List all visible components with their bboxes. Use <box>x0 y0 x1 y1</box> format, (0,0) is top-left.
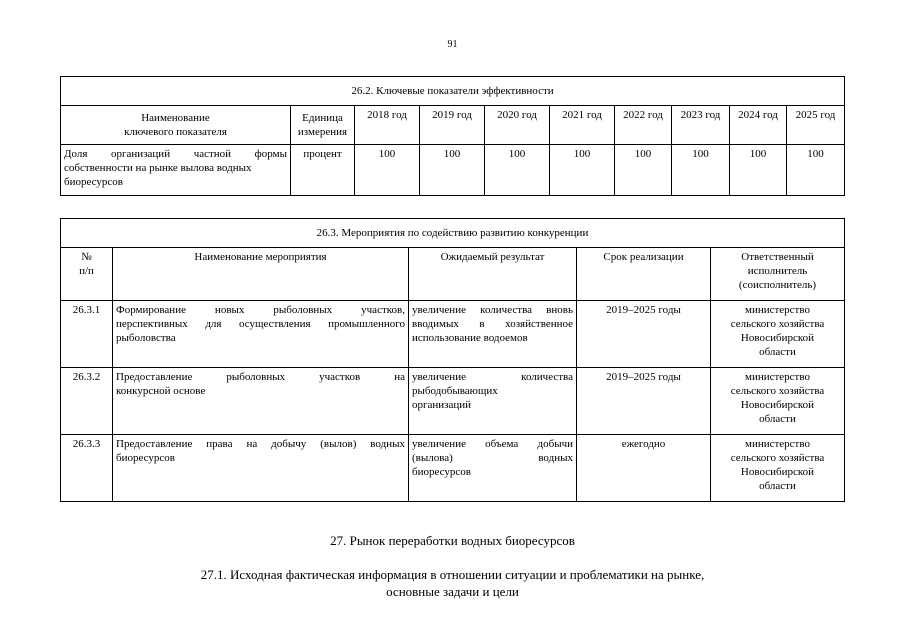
measure-result-line: увеличение количества <box>412 371 573 383</box>
header-term: Срок реализации <box>577 248 711 301</box>
measure-name <box>113 301 409 368</box>
measure-responsible-line: области <box>759 346 796 358</box>
header-responsible-line: Ответственный <box>741 251 814 263</box>
header-indicator-name-line: Наименование <box>141 112 210 124</box>
kpi-table <box>60 76 845 196</box>
header-measure-name: Наименование мероприятия <box>113 248 409 301</box>
measure-result <box>409 435 577 502</box>
measure-responsible-line: Новосибирской <box>740 466 815 478</box>
measure-row <box>61 301 845 368</box>
indicator-name-line: Доля организаций частной формы <box>64 148 287 160</box>
kpi-table-row <box>61 145 845 196</box>
header-number-line: п/п <box>79 265 94 277</box>
header-number <box>61 248 113 301</box>
indicator-name-line: собственности на рынке вылова водных <box>64 162 252 174</box>
measure-name-line: Предоставление права на добычу (вылов) водных <box>116 438 405 450</box>
header-year: 2025 год <box>787 106 845 145</box>
measures-table-caption: 26.3. Мероприятия по содействию развитию конкуренции <box>61 219 845 248</box>
header-indicator-name-line: ключевого показателя <box>124 126 227 138</box>
measure-term: 2019–2025 годы <box>577 368 711 435</box>
measure-name <box>113 435 409 502</box>
indicator-name-line: биоресурсов <box>64 176 123 188</box>
measure-result-line: (вылова) водных <box>412 452 573 464</box>
measure-result <box>409 368 577 435</box>
header-year: 2021 год <box>550 106 615 145</box>
measure-number: 26.3.3 <box>61 435 113 502</box>
indicator-unit: процент <box>291 145 355 196</box>
subsection-heading-line: основные задачи и цели <box>386 584 519 599</box>
measure-result-line: использование водоемов <box>412 332 528 344</box>
measure-name-line: биоресурсов <box>116 452 175 464</box>
measure-responsible-line: сельского хозяйства <box>730 318 825 330</box>
measure-result-line: вводимых в хозяйственное <box>412 318 573 330</box>
indicator-value: 100 <box>730 145 787 196</box>
header-responsible-line: (соисполнитель) <box>738 279 817 291</box>
header-year: 2020 год <box>485 106 550 145</box>
measure-responsible <box>711 301 845 368</box>
header-year: 2024 год <box>730 106 787 145</box>
measure-responsible-line: министерство <box>744 438 810 450</box>
measure-number: 26.3.1 <box>61 301 113 368</box>
header-year: 2023 год <box>672 106 730 145</box>
header-year: 2019 год <box>420 106 485 145</box>
measure-number: 26.3.2 <box>61 368 113 435</box>
measures-table-header-row <box>61 248 845 301</box>
measure-row <box>61 368 845 435</box>
indicator-value: 100 <box>485 145 550 196</box>
subsection-heading <box>0 566 905 600</box>
measure-result-line: биоресурсов <box>412 466 471 478</box>
measure-name-line: рыболовства <box>116 332 176 344</box>
measure-responsible-line: сельского хозяйства <box>730 385 825 397</box>
measure-name-line: конкурсной основе <box>116 385 206 397</box>
measure-responsible-line: Новосибирской <box>740 332 815 344</box>
indicator-value: 100 <box>420 145 485 196</box>
measure-name-line: Предоставление рыболовных участков на <box>116 371 405 383</box>
header-number-line: № <box>81 251 92 263</box>
indicator-name <box>61 145 291 196</box>
kpi-table-caption: 26.2. Ключевые показатели эффективности <box>61 77 845 106</box>
measure-result <box>409 301 577 368</box>
measure-result-line: увеличение объема добычи <box>412 438 573 450</box>
measure-responsible-line: министерство <box>744 371 810 383</box>
section-heading: 27. Рынок переработки водных биоресурсов <box>330 533 575 548</box>
header-unit <box>291 106 355 145</box>
measure-responsible-line: министерство <box>744 304 810 316</box>
measure-responsible-line: Новосибирской <box>740 399 815 411</box>
measure-responsible <box>711 435 845 502</box>
measure-term: ежегодно <box>577 435 711 502</box>
measures-table <box>60 218 845 502</box>
header-expected-result: Ожидаемый результат <box>409 248 577 301</box>
subsection-heading-line: 27.1. Исходная фактическая информация в отношении ситуации и проблематики на рынке, <box>200 567 705 582</box>
indicator-value: 100 <box>550 145 615 196</box>
measure-responsible-line: сельского хозяйства <box>730 452 825 464</box>
indicator-value: 100 <box>787 145 845 196</box>
header-unit-line: Единица <box>302 112 343 124</box>
kpi-table-header-row <box>61 106 845 145</box>
page-number: 91 <box>447 39 458 50</box>
measure-name-line: перспективных для осуществления промышленного <box>116 318 405 330</box>
header-year: 2018 год <box>355 106 420 145</box>
measure-result-line: рыбодобывающих <box>412 385 498 397</box>
header-indicator-name <box>61 106 291 145</box>
indicator-value: 100 <box>355 145 420 196</box>
measure-responsible-line: области <box>759 413 796 425</box>
header-unit-line: измерения <box>297 126 348 138</box>
measure-responsible <box>711 368 845 435</box>
measure-responsible-line: области <box>759 480 796 492</box>
indicator-value: 100 <box>672 145 730 196</box>
indicator-value: 100 <box>615 145 672 196</box>
header-responsible-line: исполнитель <box>747 265 808 277</box>
header-responsible <box>711 248 845 301</box>
measure-row <box>61 435 845 502</box>
measure-result-line: увеличение количества вновь <box>412 304 573 316</box>
measure-name-line: Формирование новых рыболовных участков, <box>116 304 405 316</box>
measure-term: 2019–2025 годы <box>577 301 711 368</box>
measure-name <box>113 368 409 435</box>
measure-result-line: организаций <box>412 399 472 411</box>
header-year: 2022 год <box>615 106 672 145</box>
